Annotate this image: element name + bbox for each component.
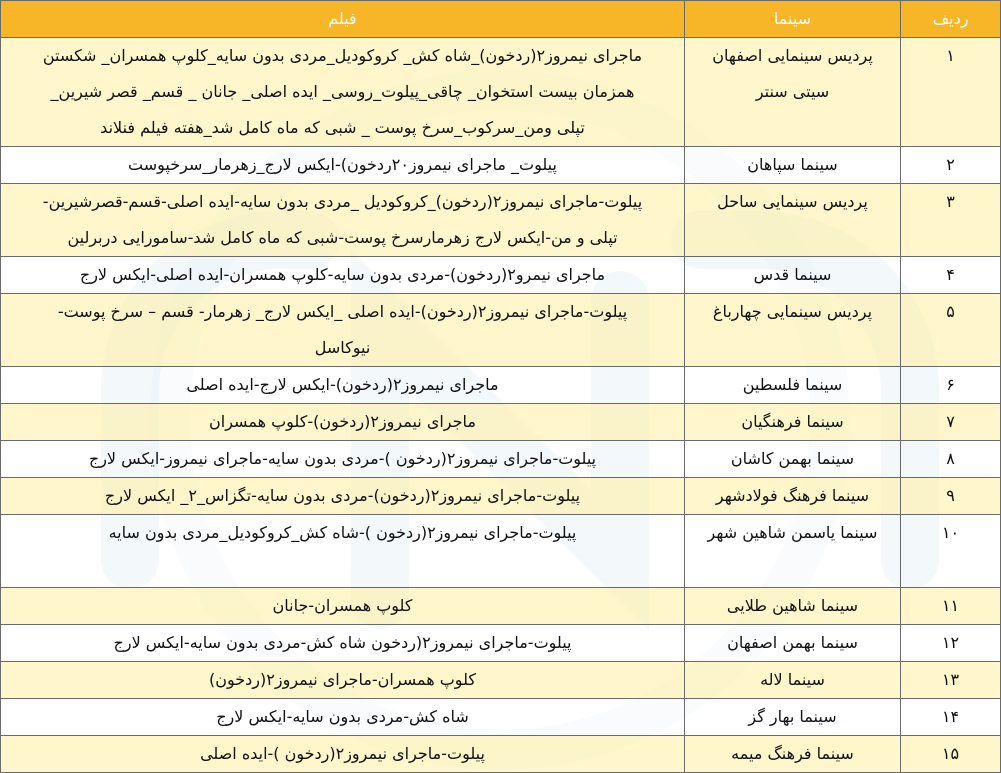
cinema-name-line: سینما بهمن کاشان [730,449,855,468]
table-row [1,736,1001,773]
cinema-cell [685,699,901,736]
cinema-name-line: سینما بهمن اصفهان [727,633,858,652]
film-list-line: ماجرای نیمروز۲(ردخون)-کلوپ همسران [209,412,476,431]
row-index: ۴ [946,265,955,284]
film-list-line: ماجرای نیمرو۲(ردخون)-مردی بدون سایه-کلوپ همسران-ایده اصلی-ایکس لارج [79,265,606,284]
table-row [1,441,1001,478]
film-list-cell [1,625,685,662]
table-row [1,404,1001,441]
film-list-cell [1,441,685,478]
cinema-cell [685,478,901,515]
film-list-cell [1,699,685,736]
row-index-cell [901,147,1001,184]
table-row [1,515,1001,588]
film-list-line: تپلی و من-ایکس لارج زهرمارسرخ پوست-شبی که ماه کامل شد-سامورایی دربرلین [67,228,618,247]
cinema-cell [685,625,901,662]
table-row [1,38,1001,147]
row-index-cell [901,588,1001,625]
cinema-cell [685,588,901,625]
cinema-name-line: پردیس سینمایی ساحل [717,192,868,211]
table-header-row [1,1,1001,38]
row-index-cell [901,625,1001,662]
table-row [1,184,1001,257]
row-index: ۸ [946,449,955,468]
cinema-name-line: سینما یاسمن شاهین شهر [707,523,878,542]
table-row [1,257,1001,294]
table-row [1,699,1001,736]
row-index: ۶ [946,375,955,394]
row-index-cell [901,404,1001,441]
table-row [1,662,1001,699]
row-index-cell [901,699,1001,736]
row-index-cell [901,38,1001,147]
cinema-name-line: سینما فرهنگ میمه [731,744,854,763]
film-list-cell [1,367,685,404]
cinema-cell [685,441,901,478]
row-index-cell [901,662,1001,699]
film-list-line: پیلوت-ماجرای نیمروز۲(ردخون شاه کش-مردی بدون سایه-ایکس لارج [113,633,572,652]
cinema-cell [685,404,901,441]
film-list-line: پیلوت-ماجرای نیمروز۲(ردخون )-مردی بدون سایه-ماجرای نیمروز-ایکس لارج [88,449,597,468]
film-list-line: پیلوت-ماجرای نیمروز۲(ردخون)-ایده اصلی _ایکس لارج_ زهرمار- قسم – سرخ پوست- [57,302,628,321]
film-list-cell [1,257,685,294]
film-list-cell [1,184,685,257]
cinema-name-line: سینما قدس [753,265,832,284]
row-index: ۱۰ [941,523,960,542]
cinema-name-line: سینما لاله [760,670,825,689]
header-film: فیلم [1,1,685,38]
cinema-cell [685,257,901,294]
film-list-cell [1,736,685,773]
film-list-line: پیلوت-ماجرای نیمروز۲(ردخون)_کروکودیل _مردی بدون سایه-ایده اصلی-قسم-قصرشیرین- [42,192,643,211]
row-index: ۵ [946,302,955,321]
film-list-cell [1,515,685,588]
film-list-line: کلوپ همسران-جانان [272,596,413,615]
film-list-line: تپلی ومن_سرکوب_سرخ پوست _ شبی که ماه کامل شد_هفته فیلم فنلاند [100,118,585,137]
cinema-cell [685,147,901,184]
row-index: ۱۱ [941,596,960,615]
table-row [1,294,1001,367]
row-index-cell [901,294,1001,367]
row-index-cell [901,478,1001,515]
cinema-name-line: سینما شاهین طلایی [726,596,859,615]
cinema-name-line: سینما سپاهان [747,155,838,174]
row-index: ۱۴ [941,707,960,726]
row-index: ۷ [946,412,955,431]
cinema-name-line: پردیس سینمایی اصفهان [712,46,873,65]
cinema-cell [685,184,901,257]
row-index-cell [901,257,1001,294]
row-index-cell [901,736,1001,773]
film-list-line: پیلوت_ ماجرای نیمروز۲۰ردخون)-ایکس لارج_زهرمار_سرخپوست [128,155,557,174]
cinema-cell [685,38,901,147]
cinema-cell [685,736,901,773]
film-list-cell [1,588,685,625]
cinema-name-line: پردیس سینمایی چهارباغ [712,302,873,321]
table-row [1,588,1001,625]
film-list-line: ماجرای نیمروز۲(ردخون)_شاه کش_ کروکودیل_مردی بدون سایه_کلوپ همسران_ شکستن [42,46,643,65]
cinema-cell [685,367,901,404]
row-index: ۳ [946,192,955,211]
header-index: ردیف [901,1,1001,38]
film-list-cell [1,38,685,147]
cinema-name-line: سیتی سنتر [755,82,830,101]
row-index: ۱۲ [941,633,960,652]
film-list-cell [1,404,685,441]
table-row [1,367,1001,404]
film-list-line: پیلوت-ماجرای نیمروز۲(ردخون )-ایده اصلی [200,744,485,763]
row-index-cell [901,441,1001,478]
film-list-cell [1,478,685,515]
cinema-name-line: سینما فرهنگیان [741,412,844,431]
film-list-line: پیلوت-ماجرای نیمروز۲(ردخون)-مردی بدون سایه-تگزاس_۲_ ایکس لارج [104,486,581,505]
film-list-line [11,551,674,587]
film-list-line: پیلوت-ماجرای نیمروز۲(ردخون )-شاه کش_کروکودیل_مردی بدون سایه [108,523,577,542]
cinema-cell [685,662,901,699]
table-row [1,625,1001,662]
row-index-cell [901,515,1001,588]
header-cinema: سینما [685,1,901,38]
row-index: ۱۳ [941,670,960,689]
row-index: ۲ [946,155,955,174]
cinema-cell [685,515,901,588]
row-index-cell [901,184,1001,257]
table-body [1,38,1001,773]
table-row [1,478,1001,515]
film-list-cell [1,662,685,699]
film-list-line: نیوکاسل [314,338,371,357]
cinema-name-line: سینما فلسطین [742,375,843,394]
cinema-name-line: سینما بهار گز [748,707,837,726]
film-list-line: کلوپ همسران-ماجرای نیمروز۲(ردخون) [209,670,476,689]
film-list-line: همزمان بیست استخوان_ چاقی_پیلوت_روسی_ ایده اصلی_ جانان _ قسم_ قصر شیرین_ [50,82,635,101]
film-list-line: شاه کش-مردی بدون سایه-ایکس لارج [216,707,469,726]
film-list-cell [1,147,685,184]
film-list-line: ماجرای نیمروز۲(ردخون)-ایکس لارج-ایده اصلی [186,375,499,394]
row-index: ۱۵ [941,744,960,763]
row-index: ۹ [946,486,955,505]
cinema-name-line: سینما فرهنگ فولادشهر [715,486,870,505]
row-index-cell [901,367,1001,404]
table-row [1,147,1001,184]
cinema-cell [685,294,901,367]
row-index: ۱ [946,46,955,65]
film-list-cell [1,294,685,367]
